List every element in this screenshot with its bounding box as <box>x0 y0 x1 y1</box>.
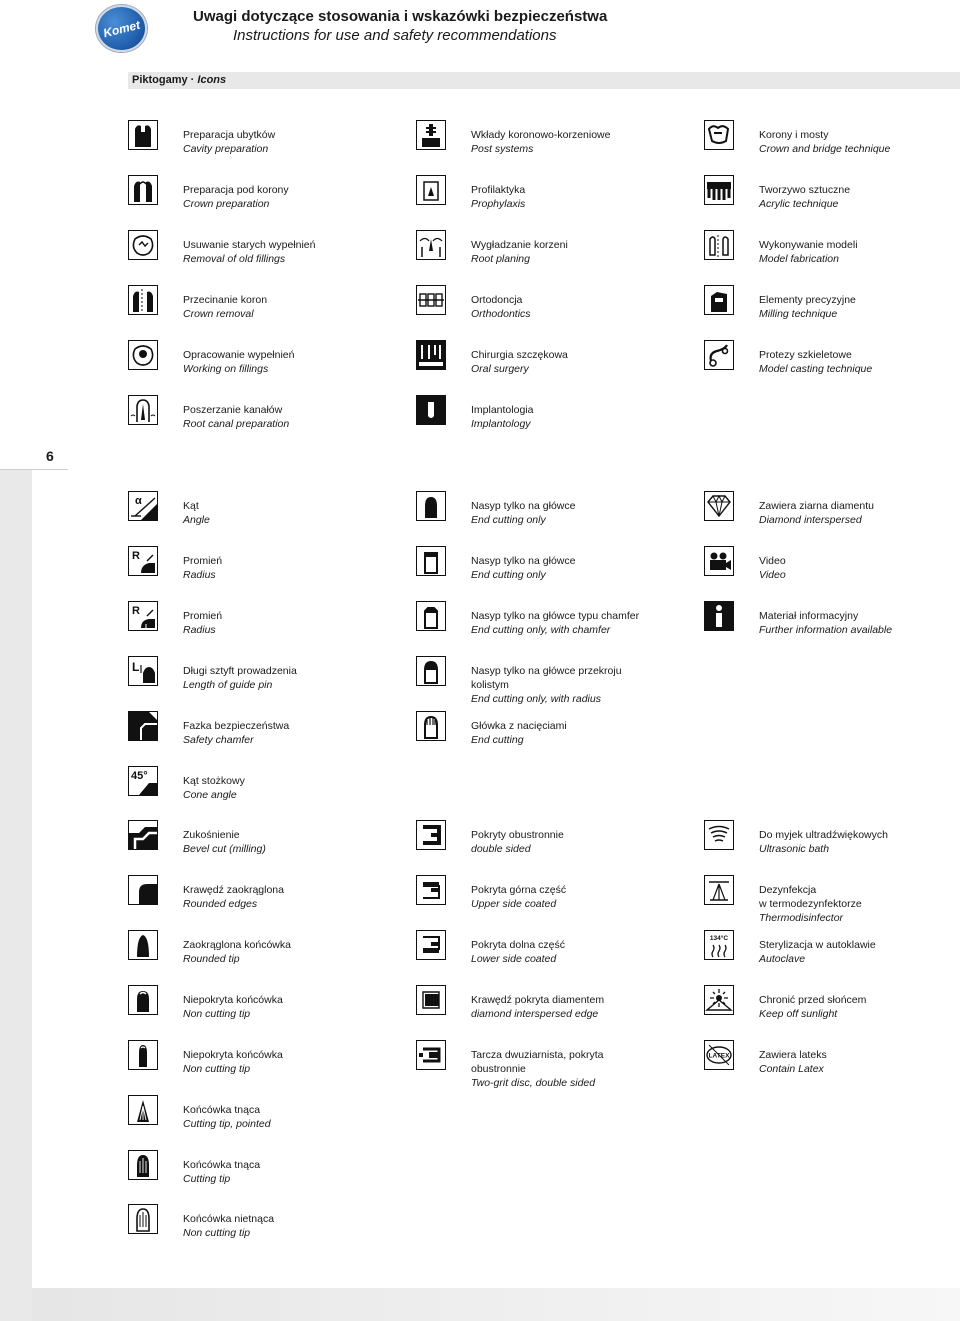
pictogram-item <box>128 495 210 526</box>
pictogram-text <box>183 938 291 966</box>
pictogram-item <box>416 179 526 210</box>
pictogram-text <box>759 554 786 582</box>
pictogram-item <box>416 824 564 855</box>
label-pl: Profilaktyka <box>471 184 526 196</box>
label-pl: Wkłady koronowo-korzeniowe <box>471 129 611 141</box>
thermodisinfector-icon <box>704 875 734 905</box>
label-en: Cutting tip, pointed <box>183 1118 271 1130</box>
pictogram-text <box>183 609 222 637</box>
label-en: Diamond interspersed <box>759 514 862 526</box>
label-en: Contain Latex <box>759 1063 824 1075</box>
label-en: Rounded tip <box>183 953 240 965</box>
page-title-en: Instructions for use and safety recommendations <box>233 27 557 44</box>
label-en: Video <box>759 569 786 581</box>
label-en: Autoclave <box>759 953 806 965</box>
pictogram-item <box>704 1044 827 1075</box>
label-pl: Nasyp tylko na główce <box>471 555 576 567</box>
pictogram-text <box>183 499 210 527</box>
pictogram-item <box>704 344 873 375</box>
bottom-band <box>32 1288 960 1321</box>
label-en: End cutting only, with chamfer <box>471 624 611 636</box>
pictogram-text <box>471 883 566 911</box>
pictogram-item <box>704 179 851 210</box>
pictogram-item <box>416 550 576 581</box>
cavity-preparation-icon <box>128 120 158 150</box>
label-en: End cutting only <box>471 514 546 526</box>
label-pl: Nasyp tylko na główce typu chamfer <box>471 610 640 622</box>
label-pl: Usuwanie starych wypełnień <box>183 239 316 251</box>
pictogram-item <box>704 234 858 265</box>
label-pl: Kąt stożkowy <box>183 775 245 787</box>
end-cutting-radius-icon <box>416 656 446 686</box>
pictogram-text <box>759 993 866 1021</box>
pictogram-text <box>183 293 267 321</box>
angle-icon <box>128 491 158 521</box>
pictogram-text <box>183 719 289 747</box>
label-en: Working on fillings <box>183 363 269 375</box>
label-pl: Poszerzanie kanałów <box>183 404 283 416</box>
upper-side-icon <box>416 875 446 905</box>
label-en: Radius <box>183 624 216 636</box>
label-en: End cutting only <box>471 569 546 581</box>
label-en: double sided <box>471 843 531 855</box>
label-pl-continued: kolistym <box>471 679 509 691</box>
radius-alt-icon <box>128 601 158 631</box>
pictogram-item <box>704 879 862 924</box>
pictogram-item <box>128 234 316 265</box>
autoclave-icon <box>704 930 734 960</box>
pictogram-item <box>128 1154 261 1185</box>
implantology-icon <box>416 395 446 425</box>
label-en: Cutting tip <box>183 1173 231 1185</box>
label-pl: Video <box>759 555 786 567</box>
lower-side-icon <box>416 930 446 960</box>
pictogram-item <box>416 989 605 1020</box>
pictogram-item <box>416 1044 604 1089</box>
pictogram-text <box>471 293 531 321</box>
pictogram-item <box>704 495 874 526</box>
pictogram-text <box>471 183 525 211</box>
end-cutting-notched-icon <box>416 711 446 741</box>
svg-text:α: α <box>135 495 142 507</box>
pictogram-text <box>183 403 289 431</box>
label-pl: Do myjek ultradźwiękowych <box>759 829 888 841</box>
safety-chamfer-icon <box>128 711 158 741</box>
non-cutting-tip-icon <box>128 985 158 1015</box>
label-en: Non cutting tip <box>183 1008 251 1020</box>
pictogram-text <box>471 993 604 1021</box>
svg-text:R: R <box>132 550 140 562</box>
pictogram-text <box>759 828 888 856</box>
pictogram-item <box>128 179 289 210</box>
pictogram-item <box>704 824 888 855</box>
label-en: Prophylaxis <box>471 198 526 210</box>
section-title: Piktogamy · Icons <box>132 74 227 86</box>
label-en: Thermodisinfector <box>759 912 844 924</box>
pictogram-item <box>128 399 290 430</box>
pictogram-text <box>759 293 856 321</box>
label-pl: Ortodoncja <box>471 294 523 306</box>
label-en: Two-grit disc, double sided <box>471 1077 596 1089</box>
label-en: Post systems <box>471 143 534 155</box>
pictogram-text <box>759 938 876 966</box>
label-en: End cutting only, with radius <box>471 693 601 705</box>
double-sided-icon <box>416 820 446 850</box>
cutting-tip-pointed-icon <box>128 1095 158 1125</box>
svg-text:R: R <box>132 605 140 617</box>
rounded-tip-icon <box>128 930 158 960</box>
ultrasonic-icon <box>704 820 734 850</box>
label-pl: Chirurgia szczękowa <box>471 349 568 361</box>
page-edge-band <box>0 470 32 1321</box>
label-en: Model casting technique <box>759 363 873 375</box>
label-en: Crown and bridge technique <box>759 143 891 155</box>
video-icon <box>704 546 734 576</box>
label-en: Root canal preparation <box>183 418 290 430</box>
pictogram-text <box>183 238 315 266</box>
label-pl: Pokryta górna część <box>471 884 567 896</box>
label-en: Model fabrication <box>759 253 839 265</box>
label-pl: Promień <box>183 610 223 622</box>
pictogram-item <box>704 289 856 320</box>
pictogram-item <box>704 989 867 1020</box>
pictogram-text <box>759 128 890 156</box>
pictogram-item <box>128 824 266 855</box>
pictogram-item <box>416 605 640 636</box>
pictogram-text <box>759 499 874 527</box>
label-en: Angle <box>183 514 210 526</box>
label-pl: Zukośnienie <box>183 829 240 841</box>
pictogram-text <box>471 499 575 527</box>
label-pl: Nasyp tylko na główce <box>471 500 576 512</box>
post-systems-icon <box>416 120 446 150</box>
label-en: Lower side coated <box>471 953 557 965</box>
label-pl: Zawiera lateks <box>759 1049 827 1061</box>
label-en: Removal of old fillings <box>183 253 286 265</box>
pictogram-text <box>471 664 622 706</box>
pictogram-item <box>128 660 297 691</box>
label-pl: Preparacja pod korony <box>183 184 289 196</box>
label-en: Length of guide pin <box>183 679 273 691</box>
pictogram-text <box>759 883 862 925</box>
pictogram-item <box>128 1208 275 1239</box>
pictogram-text <box>183 993 283 1021</box>
label-pl: Protezy szkieletowe <box>759 349 852 361</box>
label-pl: Niepokryta końcówka <box>183 1049 283 1061</box>
svg-text:LATEX: LATEX <box>708 1052 730 1060</box>
label-en: Root planing <box>471 253 530 265</box>
label-pl: Fazka bezpieczeństwa <box>183 720 290 732</box>
label-en: Ultrasonic bath <box>759 843 830 855</box>
label-pl: Końcówka nietnąca <box>183 1213 275 1225</box>
label-en: Implantology <box>471 418 531 430</box>
label-pl: Przecinanie koron <box>183 294 268 306</box>
label-en: Acrylic technique <box>759 198 839 210</box>
pictogram-text <box>759 1048 827 1076</box>
label-pl: Końcówka tnąca <box>183 1159 261 1171</box>
label-pl: Kąt <box>183 500 199 512</box>
pictogram-text <box>471 128 610 156</box>
removal-fillings-icon <box>128 230 158 260</box>
label-pl: Materiał informacyjny <box>759 610 859 622</box>
pictogram-text <box>471 348 568 376</box>
pictogram-text <box>759 238 858 266</box>
pictogram-item <box>128 934 291 965</box>
diamond-edge-icon <box>416 985 446 1015</box>
pictogram-text <box>183 1212 274 1240</box>
diamond-icon <box>704 491 734 521</box>
label-en: Further information available <box>759 624 893 636</box>
pictogram-item <box>128 879 284 910</box>
end-cutting-round-icon <box>416 491 446 521</box>
pictogram-item <box>416 495 576 526</box>
orthodontics-icon <box>416 285 446 315</box>
pictogram-text <box>759 609 892 637</box>
pictogram-text <box>183 883 284 911</box>
non-cutting-tip-alt-icon <box>128 1040 158 1070</box>
bevel-cut-icon <box>128 820 158 850</box>
model-casting-icon <box>704 340 734 370</box>
label-pl: Wygładzanie korzeni <box>471 239 568 251</box>
pictogram-item <box>128 770 245 801</box>
label-pl: Zaokrąglona końcówka <box>183 939 291 951</box>
label-pl: Implantologia <box>471 404 534 416</box>
pictogram-item <box>704 124 891 155</box>
guide-pin-icon <box>128 656 158 686</box>
pictogram-item <box>704 934 876 965</box>
pictogram-item <box>416 234 568 265</box>
info-icon <box>704 601 734 631</box>
prophylaxis-icon <box>416 175 446 205</box>
pictogram-text <box>183 828 266 856</box>
label-en: Keep off sunlight <box>759 1008 838 1020</box>
pictogram-text <box>471 828 564 856</box>
label-en: Non cutting tip <box>183 1063 251 1075</box>
label-en: Orthodontics <box>471 308 531 320</box>
label-pl: Długi sztyft prowadzenia <box>183 665 297 677</box>
label-pl: Nasyp tylko na główce przekroju <box>471 665 622 677</box>
pictogram-text <box>183 554 222 582</box>
label-pl: Krawędź pokryta diamentem <box>471 994 605 1006</box>
pictogram-text <box>183 128 275 156</box>
pictogram-text <box>471 238 568 266</box>
pictogram-text <box>759 183 850 211</box>
pictogram-item <box>128 1099 271 1130</box>
non-cutting-tip-2-icon <box>128 1204 158 1234</box>
pictogram-item <box>128 715 290 746</box>
pictogram-item <box>416 399 534 430</box>
label-pl: Krawędź zaokrąglona <box>183 884 284 896</box>
pictogram-text <box>183 664 297 692</box>
pictogram-item <box>128 289 268 320</box>
pictogram-item <box>416 879 567 910</box>
label-pl: Tarcza dwuziarnista, pokryta <box>471 1049 604 1061</box>
label-en: Milling technique <box>759 308 838 320</box>
pictogram-text <box>183 774 245 802</box>
label-pl: Sterylizacja w autoklawie <box>759 939 876 951</box>
label-en: Upper side coated <box>471 898 557 910</box>
crown-removal-icon <box>128 285 158 315</box>
label-pl: Pokryty obustronnie <box>471 829 564 841</box>
label-en: diamond interspersed edge <box>471 1008 599 1020</box>
pictogram-text <box>471 719 567 747</box>
label-en: Safety chamfer <box>183 734 254 746</box>
pictogram-item <box>128 989 283 1020</box>
label-pl: Tworzywo sztuczne <box>759 184 851 196</box>
label-pl: Zawiera ziarna diamentu <box>759 500 874 512</box>
label-pl: Dezynfekcja <box>759 884 817 896</box>
two-grit-disc-icon <box>416 1040 446 1070</box>
label-en: Bevel cut (milling) <box>183 843 266 855</box>
label-pl: Preparacja ubytków <box>183 129 276 141</box>
label-en: Radius <box>183 569 216 581</box>
rounded-edges-icon <box>128 875 158 905</box>
oral-surgery-icon <box>416 340 446 370</box>
label-pl: Korony i mosty <box>759 129 829 141</box>
label-pl: Niepokryta końcówka <box>183 994 283 1006</box>
pictogram-text <box>471 609 639 637</box>
label-pl: Wykonywanie modeli <box>759 239 858 251</box>
pictogram-item <box>128 124 276 155</box>
label-pl: Elementy precyzyjne <box>759 294 856 306</box>
pictogram-item <box>704 550 786 581</box>
acrylic-technique-icon <box>704 175 734 205</box>
page-edge-top <box>0 463 68 470</box>
label-en: Rounded edges <box>183 898 258 910</box>
label-pl: Końcówka tnąca <box>183 1104 261 1116</box>
pictogram-text <box>183 1103 271 1131</box>
pictogram-item <box>128 550 223 581</box>
end-cutting-chamfer-icon <box>416 601 446 631</box>
cone-angle-icon <box>128 766 158 796</box>
label-en: Cavity preparation <box>183 143 269 155</box>
pictogram-item <box>128 1044 283 1075</box>
label-pl: Opracowanie wypełnień <box>183 349 295 361</box>
model-fabrication-icon <box>704 230 734 260</box>
pictogram-item <box>416 289 531 320</box>
page-title-pl: Uwagi dotyczące stosowania i wskazówki bezpieczeństwa <box>193 8 608 25</box>
radius-icon <box>128 546 158 576</box>
komet-logo: Komet <box>96 5 147 52</box>
label-en: Crown removal <box>183 308 254 320</box>
milling-technique-icon <box>704 285 734 315</box>
pictogram-item <box>416 934 565 965</box>
svg-text:L: L <box>132 660 140 674</box>
crown-preparation-icon <box>128 175 158 205</box>
label-pl-continued: obustronnie <box>471 1063 526 1075</box>
end-cutting-flat-icon <box>416 546 446 576</box>
root-canal-icon <box>128 395 158 425</box>
sunlight-icon <box>704 985 734 1015</box>
svg-text:134°C: 134°C <box>709 935 729 942</box>
pictogram-text <box>183 1158 260 1186</box>
label-pl-continued: w termodezynfektorze <box>759 898 862 910</box>
label-en: Oral surgery <box>471 363 529 375</box>
latex-icon <box>704 1040 734 1070</box>
pictogram-item <box>416 715 567 746</box>
pictogram-text <box>471 554 575 582</box>
pictogram-item <box>416 344 568 375</box>
pictogram-item <box>416 660 622 705</box>
pictogram-text <box>471 938 565 966</box>
pictogram-text <box>471 1048 603 1090</box>
pictogram-text <box>183 1048 283 1076</box>
svg-text:45°: 45° <box>131 770 148 782</box>
section-bar <box>128 72 960 89</box>
page-number: 6 <box>46 448 54 464</box>
label-pl: Promień <box>183 555 223 567</box>
label-pl: Główka z nacięciami <box>471 720 567 732</box>
pictogram-item <box>128 605 223 636</box>
pictogram-text <box>183 348 294 376</box>
pictogram-item <box>128 344 295 375</box>
pictogram-item <box>704 605 893 636</box>
pictogram-item <box>416 124 611 155</box>
pictogram-text <box>759 348 872 376</box>
root-planing-icon <box>416 230 446 260</box>
label-en: Non cutting tip <box>183 1227 251 1239</box>
pictogram-text <box>183 183 289 211</box>
label-pl: Chronić przed słońcem <box>759 994 867 1006</box>
pictogram-text <box>471 403 533 431</box>
label-en: End cutting <box>471 734 524 746</box>
label-en: Crown preparation <box>183 198 270 210</box>
cutting-tip-icon <box>128 1150 158 1180</box>
crown-bridge-icon <box>704 120 734 150</box>
working-fillings-icon <box>128 340 158 370</box>
label-pl: Pokryta dolna część <box>471 939 565 951</box>
label-en: Cone angle <box>183 789 237 801</box>
